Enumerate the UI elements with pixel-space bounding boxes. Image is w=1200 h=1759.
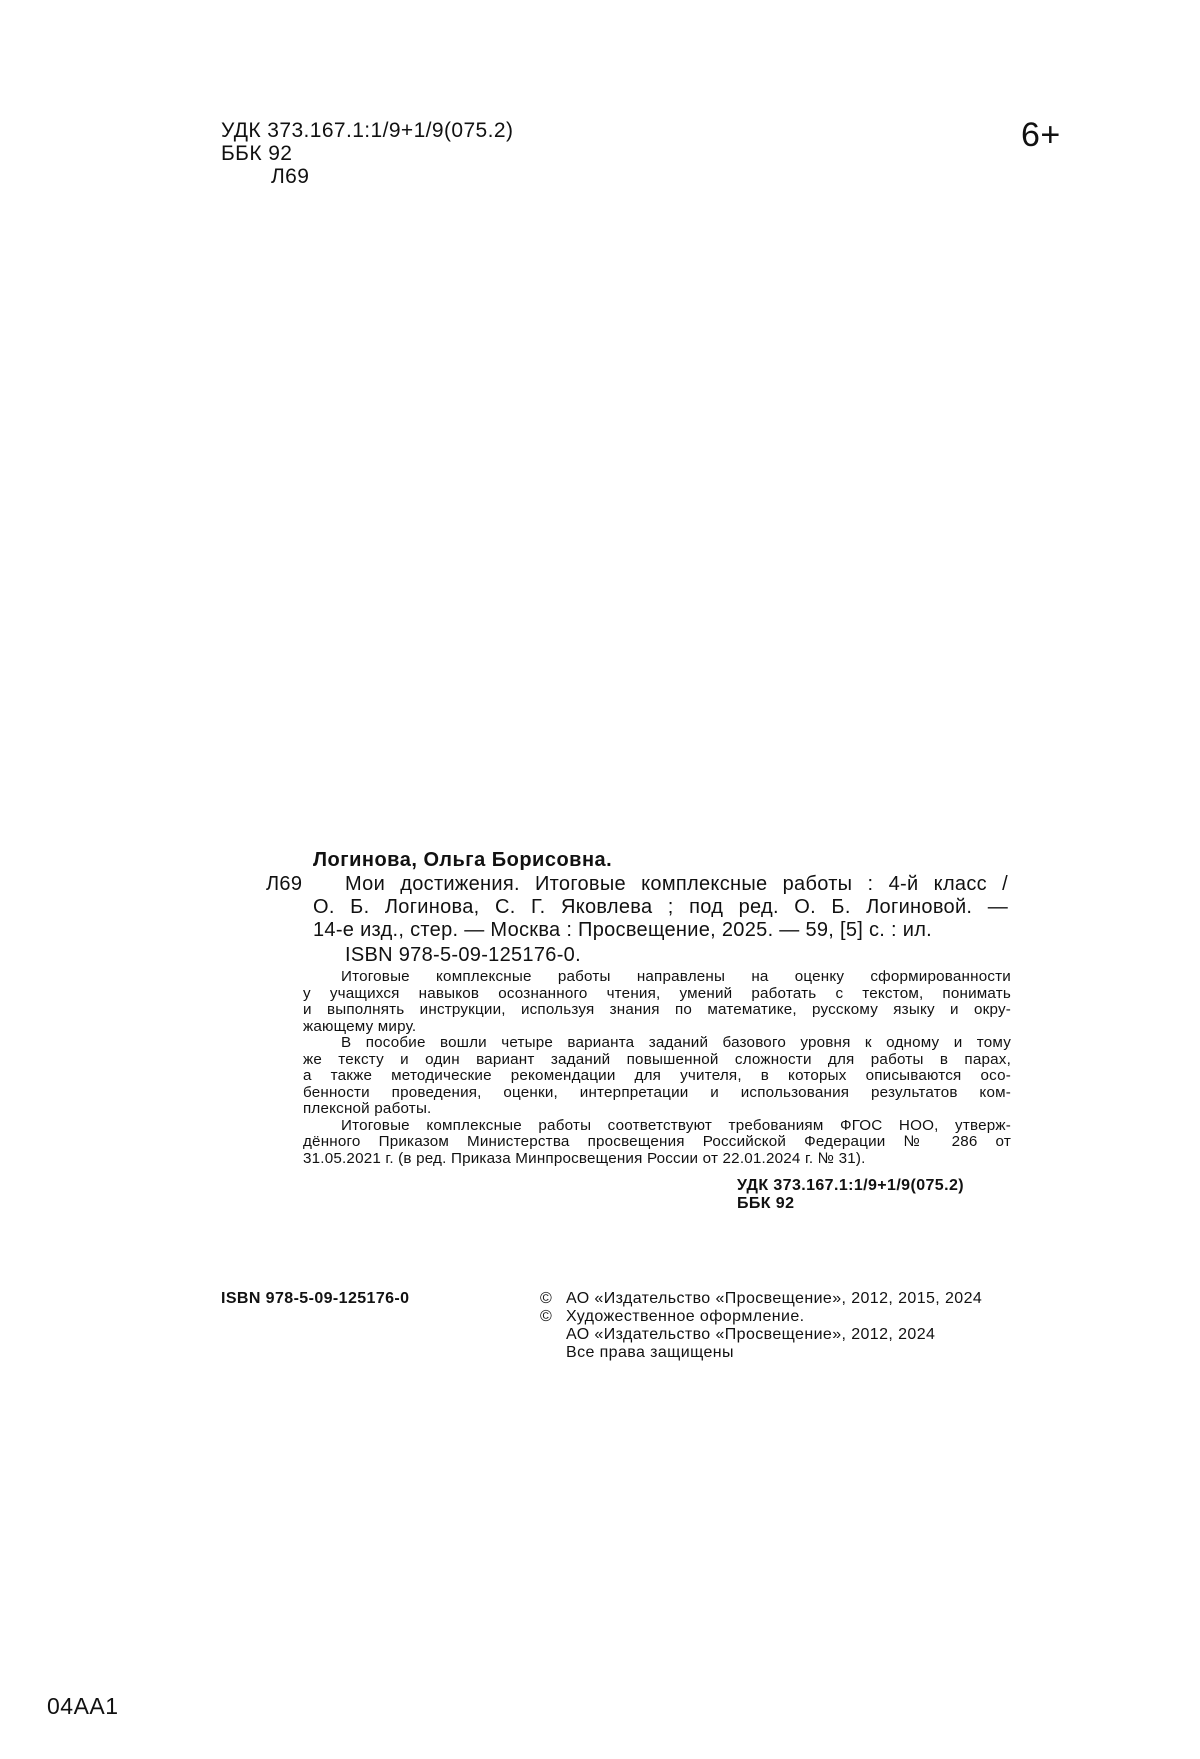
- footer-isbn: ISBN 978-5-09-125176-0: [221, 1290, 410, 1307]
- annotation-line: Итоговые комплексные работы соответствуют требованиям ФГОС НОО, утверж-: [341, 1116, 1011, 1134]
- copyright-block: [540, 1290, 982, 1362]
- annotation-line: а также методические рекомендации для учителя, в которых описываются осо-: [303, 1067, 1011, 1084]
- record-line: 14-е изд., стер. — Москва : Просвещение, 2025. — 59, [5] с. : ил.: [313, 919, 933, 941]
- annotation-line: и выполнять инструкции, используя знания по математике, русскому языку и окру-: [303, 1001, 1011, 1018]
- author-heading: Логинова, Ольга Борисовна.: [313, 849, 613, 871]
- annotation-line: бенности проведения, оценки, интерпретации и использования результатов ком-: [303, 1083, 1011, 1101]
- copyright-line: © Художественное оформление.: [540, 1308, 805, 1325]
- record-line: О. Б. Логинова, С. Г. Яковлева ; под ред. О. Б. Логиновой. —: [313, 896, 1008, 918]
- annotation-line: дённого Приказом Министерства просвещения Российской Федерации № 286 от: [303, 1133, 1011, 1150]
- author-sign: Л69: [271, 165, 310, 188]
- record-code: Л69: [266, 873, 303, 895]
- annotation-line: В пособие вошли четыре варианта заданий базового уровня к одному и тому: [341, 1034, 1011, 1051]
- annotation: [303, 969, 1011, 1167]
- bbk-code: ББК 92: [221, 142, 293, 165]
- annotation-bbk: ББК 92: [737, 1195, 795, 1212]
- annotation-line: Итоговые комплексные работы направлены на оценку сформированности: [341, 968, 1011, 985]
- age-rating: 6+: [1021, 116, 1061, 154]
- udk-code: УДК 373.167.1:1/9+1/9(075.2): [221, 119, 514, 142]
- print-code: 04AA1: [47, 1693, 119, 1719]
- copyright-line: © АО «Издательство «Просвещение», 2012, 2015, 2024: [540, 1290, 983, 1307]
- annotation-line: плексной работы.: [303, 1100, 432, 1117]
- copyright-symbol: ©: [540, 1290, 553, 1307]
- annotation-line: жающему миру.: [303, 1017, 417, 1035]
- record-isbn: ISBN 978-5-09-125176-0.: [345, 944, 581, 966]
- annotation-udk: УДК 373.167.1:1/9+1/9(075.2): [737, 1177, 964, 1194]
- annotation-line: же тексту и один вариант заданий повышенной сложности для работы в парах,: [303, 1050, 1011, 1068]
- copyright-line: Все права защищены: [566, 1344, 734, 1361]
- copyright-symbol: ©: [540, 1308, 553, 1325]
- annotation-line: 31.05.2021 г. (в ред. Приказа Минпросвещения России от 22.01.2024 г. № 31).: [303, 1149, 866, 1167]
- annotation-line: у учащихся навыков осознанного чтения, умений работать с текстом, понимать: [303, 984, 1011, 1002]
- record-line: Мои достижения. Итоговые комплексные работы : 4-й класс /: [345, 873, 1008, 895]
- copyright-line: АО «Издательство «Просвещение», 2012, 2024: [566, 1326, 936, 1343]
